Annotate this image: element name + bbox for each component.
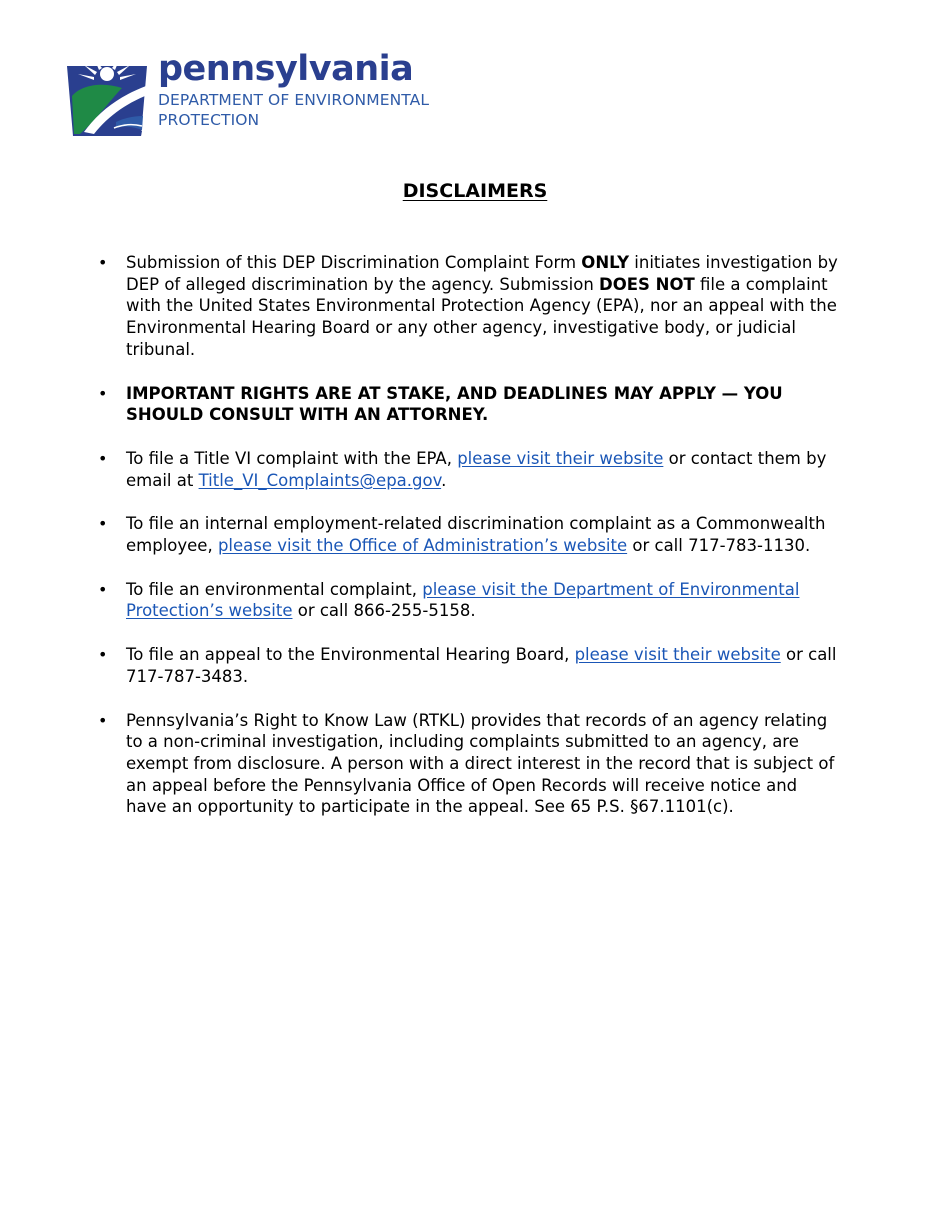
item-text: or contact them by email at xyxy=(126,448,827,490)
list-item-epa-title-vi xyxy=(98,448,842,491)
bullet-icon: • xyxy=(98,253,108,272)
bullet-icon: • xyxy=(98,514,108,534)
important-rights-warning: IMPORTANT RIGHTS ARE AT STAKE, AND DEADLINES MAY APPLY — YOU SHOULD CONSULT WITH AN ATTORNEY. xyxy=(126,383,783,425)
item-text: Submission of this DEP Discrimination Complaint Form xyxy=(126,253,582,272)
dep-website-link[interactable]: please visit the Department of Environmental Protection’s website xyxy=(126,579,800,621)
item-text: To file an environmental complaint, xyxy=(126,579,423,599)
bullet-icon: • xyxy=(98,448,108,468)
bullet-icon: • xyxy=(98,710,108,730)
list-item-hearing-board-appeal xyxy=(98,644,842,687)
item-text: Pennsylvania’s Right to Know Law (RTKL) provides that records of an agency relating to a non-criminal investigation, including complaints submitted to an agency, are exempt from disclosure. A person with a direct interest in the record that is subject of an appeal before the Pennsylvania Office of Open Records will receive notice and have an opportunity to participate in the appeal. See 65 P.S. §67.1101(c). xyxy=(126,710,835,817)
hearing-board-website-link[interactable]: please visit their website xyxy=(574,645,781,665)
item-text: . xyxy=(441,470,447,490)
list-item-employment-complaint xyxy=(98,513,842,556)
bullet-icon: • xyxy=(98,383,108,403)
item-text: initiates investigation by DEP of alleged discrimination by the agency. Submission xyxy=(126,253,838,294)
list-item-complaint-scope xyxy=(98,252,842,361)
agency-header xyxy=(64,49,484,144)
item-text: or call 866-255-5158. xyxy=(292,601,476,621)
bullet-icon: • xyxy=(98,645,108,665)
agency-brand xyxy=(158,49,488,130)
bullet-icon: • xyxy=(98,579,108,599)
emphasis-does-not: DOES NOT xyxy=(599,274,695,294)
list-item-important-rights xyxy=(98,383,842,426)
disclaimer-list xyxy=(98,252,842,840)
page-title: DISCLAIMERS xyxy=(402,180,548,202)
item-text: To file an appeal to the Environmental Hearing Board, xyxy=(126,645,575,665)
list-item-environmental-complaint xyxy=(98,579,842,622)
emphasis-only: ONLY xyxy=(581,253,630,272)
epa-email-link[interactable]: Title_VI_Complaints@epa.gov xyxy=(198,470,442,490)
list-item-rtkl xyxy=(98,710,842,819)
office-of-administration-link[interactable]: please visit the Office of Administration’s website xyxy=(217,536,628,556)
item-text: file a complaint with the United States Environmental Protection Agency (EPA), nor an appeal with the Environmental Hearing Board or any other agency, investigative body, or judicial tribunal. xyxy=(126,274,837,359)
epa-website-link[interactable]: please visit their website xyxy=(457,448,664,468)
department-name: DEPARTMENT OF ENVIRONMENTAL PROTECTION xyxy=(158,91,430,129)
brand-name: pennsylvania xyxy=(158,49,414,89)
item-text: or call 717-783-1130. xyxy=(627,536,811,556)
item-text: To file an internal employment-related discrimination complaint as a Commonwealth employee, xyxy=(126,514,826,556)
item-text: or call 717-787-3483. xyxy=(126,645,837,686)
pennsylvania-keystone-logo-icon xyxy=(64,52,150,138)
item-text: To file a Title VI complaint with the EPA, xyxy=(126,448,458,468)
